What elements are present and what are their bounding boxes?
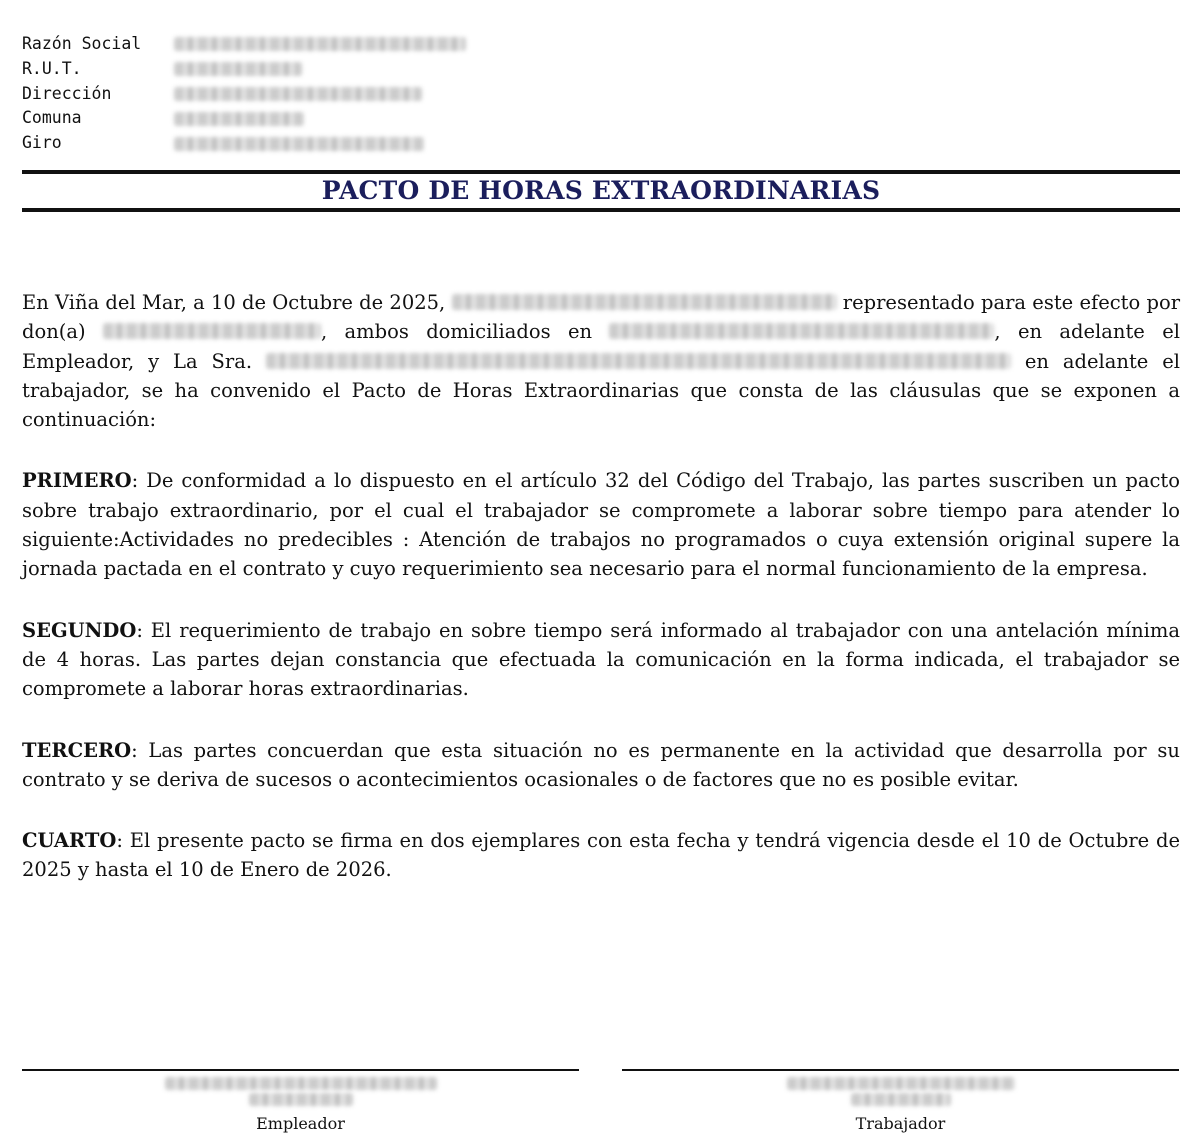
clause-primero bbox=[22, 466, 1180, 583]
redacted-value bbox=[174, 137, 424, 151]
razon-social-label: Razón Social bbox=[22, 34, 142, 53]
redacted-employer-rut bbox=[249, 1093, 353, 1106]
company-row-razon-social bbox=[22, 32, 466, 57]
clause-text: : El requerimiento de trabajo en sobre tiempo será informado al trabajador con una antelación mínima de 4 horas. Las partes dejan constancia que efectuada la comunicación en la forma indicada, el trabajador se compromete a laborar horas extraordinarias. bbox=[22, 618, 1180, 701]
company-row-rut bbox=[22, 57, 466, 82]
signature-line bbox=[622, 1069, 1179, 1071]
giro-label: Giro bbox=[22, 133, 62, 153]
intro-text-2: representado para este efecto por don(a) bbox=[22, 291, 1181, 344]
intro-text-5: en adelante el trabajador, se ha convenido el Pacto de Horas Extraordinarias que consta de las cláusulas que se exponen a continuación: bbox=[22, 349, 1181, 432]
redacted-representative bbox=[103, 323, 321, 339]
redacted-value bbox=[174, 62, 302, 76]
employer-signature bbox=[22, 1069, 579, 1133]
intro-text-3: , ambos domiciliados en bbox=[320, 320, 593, 344]
company-row-direccion bbox=[22, 82, 466, 107]
redacted-worker-name bbox=[787, 1077, 1015, 1090]
clause-text: : De conformidad a lo dispuesto en el artículo 32 del Código del Trabajo, las partes suscriben un pacto sobre trabajo extraordinario, por el cual el trabajador se compromete a laborar sobre tiempo para atender lo siguiente:Actividades no predecibles : Atención de trabajos no programados o cuya extensión original supere la jornada pactada en el contrato y cuyo requerimiento sea necesario para el normal funcionamiento de la empresa. bbox=[22, 469, 1180, 581]
redacted-employer-name bbox=[165, 1077, 437, 1090]
rut-label: R.U.T. bbox=[22, 58, 82, 78]
clause-label: PRIMERO bbox=[22, 469, 132, 493]
clause-label: TERCERO bbox=[22, 738, 132, 762]
document-body bbox=[22, 288, 1180, 917]
clause-text: : El presente pacto se firma en dos ejemplares con esta fecha y tendrá vigencia desde el 10 de Octubre de 2025 y hasta el 10 de Enero de 2026. bbox=[22, 829, 1180, 882]
title-rule-top bbox=[22, 170, 1180, 174]
redacted-value bbox=[174, 37, 466, 51]
company-row-giro bbox=[22, 131, 466, 156]
intro-text-1: En Viña del Mar, a 10 de Octubre de 2025, bbox=[22, 291, 446, 314]
employer-caption: Empleador bbox=[256, 1113, 345, 1133]
redacted-value bbox=[174, 87, 422, 101]
company-info bbox=[22, 32, 466, 156]
intro-text-4: , en adelante el Empleador, y La Sra. bbox=[22, 320, 1180, 373]
clause-cuarto bbox=[22, 826, 1180, 885]
worker-caption: Trabajador bbox=[855, 1113, 946, 1133]
redacted-worker bbox=[266, 353, 1011, 369]
document-title: PACTO DE HORAS EXTRAORDINARIAS bbox=[321, 176, 881, 205]
redacted-address bbox=[609, 323, 994, 339]
clause-label: CUARTO bbox=[22, 829, 117, 853]
title-rule-bottom bbox=[22, 208, 1180, 212]
clause-tercero bbox=[22, 736, 1180, 795]
clause-segundo bbox=[22, 616, 1180, 704]
company-row-comuna bbox=[22, 106, 466, 131]
intro-paragraph bbox=[22, 288, 1180, 434]
clause-text: : Las partes concuerdan que esta situación no es permanente en la actividad que desarrolla por su contrato y se deriva de sucesos o acontecimientos ocasionales o de factores que no es posible evitar. bbox=[22, 738, 1180, 791]
redacted-value bbox=[174, 112, 304, 126]
signature-line bbox=[22, 1069, 579, 1071]
clause-label: SEGUNDO bbox=[22, 618, 137, 642]
comuna-label: Comuna bbox=[22, 108, 82, 128]
redacted-worker-rut bbox=[851, 1093, 951, 1106]
worker-signature bbox=[622, 1069, 1179, 1133]
redacted-employer-name bbox=[452, 294, 837, 310]
direccion-label: Dirección bbox=[22, 83, 112, 103]
